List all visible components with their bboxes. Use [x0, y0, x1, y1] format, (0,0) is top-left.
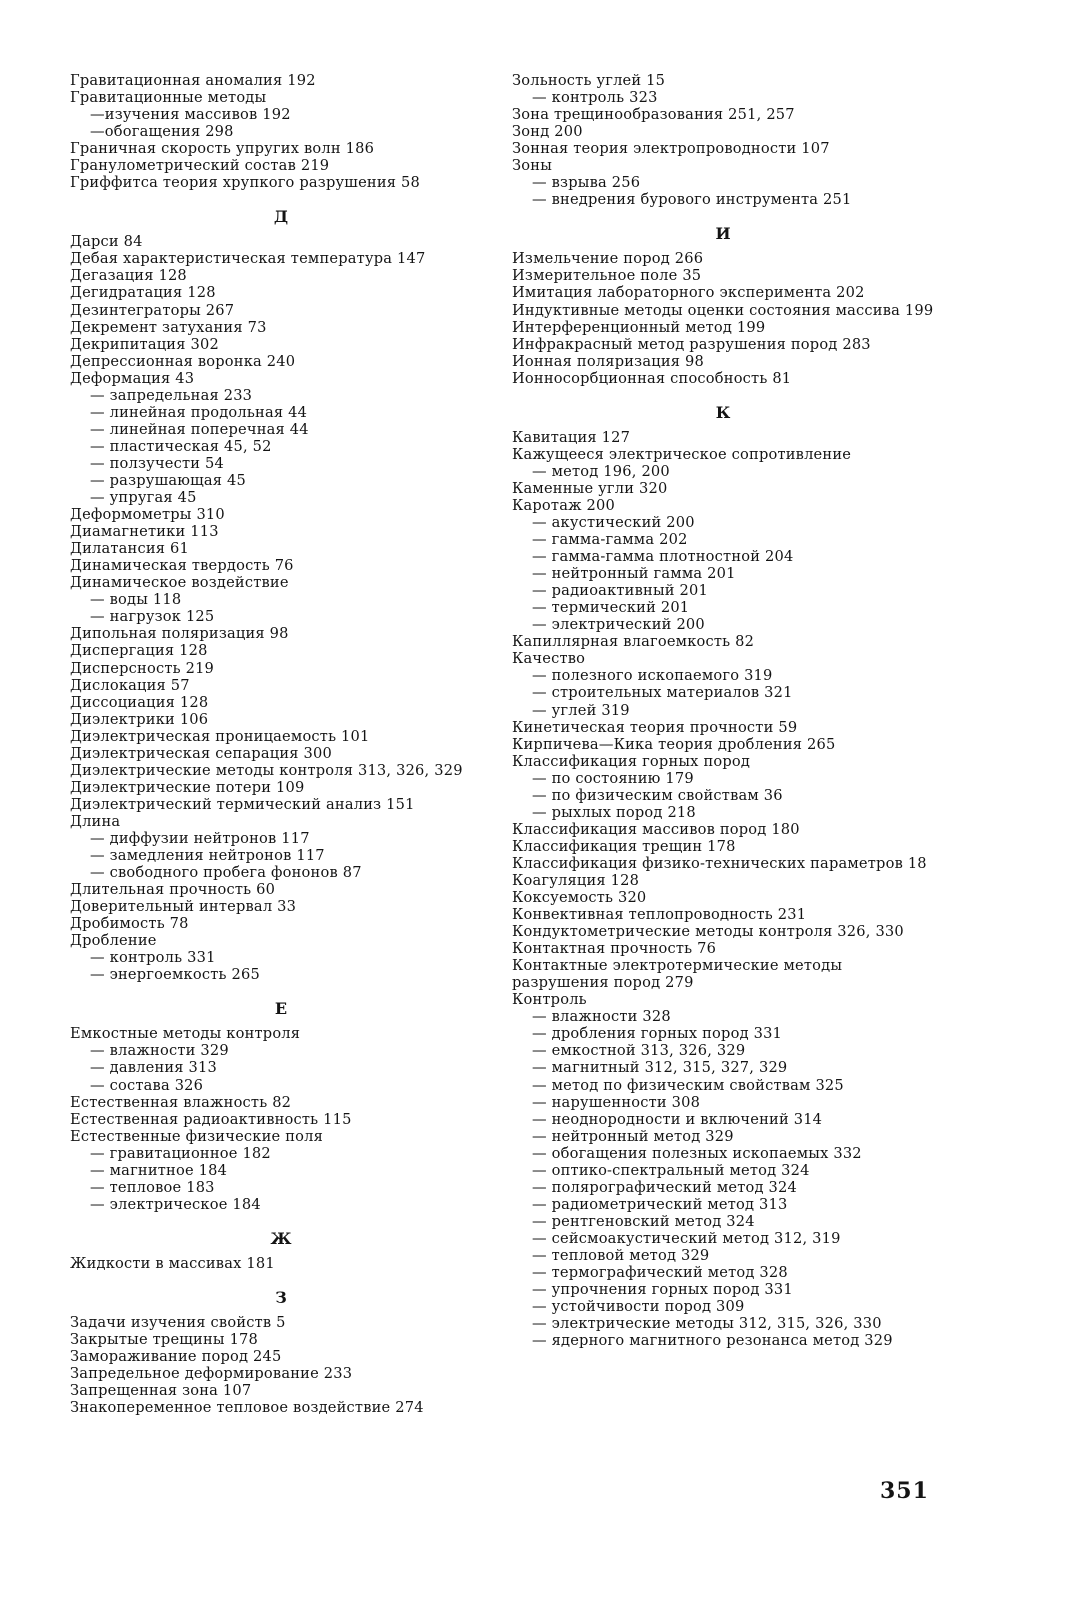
index-subentry: — пластическая 45, 52 [90, 437, 272, 455]
index-column-left [70, 72, 492, 1416]
index-entry: Измерительное поле 35 [512, 267, 702, 285]
index-entry: Ионная поляризация 98 [512, 352, 704, 370]
index-subentry: — метод 196, 200 [532, 462, 670, 480]
letter-heading: Д [273, 207, 289, 227]
index-entry: Дилатансия 61 [70, 540, 189, 558]
letter-heading: Е [274, 999, 288, 1019]
index-entry: Диэлектрическая проницаемость 101 [70, 727, 370, 745]
index-entry: Классификация массивов пород 180 [512, 820, 800, 838]
index-subentry: — влажности 328 [532, 1008, 671, 1026]
index-entry: Классификация горных пород [512, 752, 751, 770]
index-entry: Задачи изучения свойств 5 [70, 1313, 286, 1331]
index-subentry: — радиоактивный 201 [532, 582, 708, 600]
index-subentry: — тепловое 183 [90, 1178, 215, 1196]
index-entry: Динамическая твердость 76 [70, 557, 294, 575]
index-entry: Дебая характеристическая температура 147 [70, 250, 426, 268]
index-entry: Классификация физико-технических параметров 18 [512, 854, 927, 872]
letter-heading: Ж [270, 1228, 292, 1248]
index-subentry: — строительных материалов 321 [532, 684, 793, 702]
index-subentry: — влажности 329 [90, 1042, 229, 1060]
index-entry: Дегазация 128 [70, 267, 187, 285]
index-subentry: — давления 313 [90, 1059, 217, 1077]
index-subentry: — состава 326 [90, 1076, 204, 1094]
index-entry: Длительная прочность 60 [70, 881, 276, 899]
index-entry: Кирпичева—Кика теория дробления 265 [512, 735, 836, 753]
index-subentry: — оптико-спектральный метод 324 [532, 1161, 810, 1179]
index-subentry: —обогащения 298 [90, 123, 234, 141]
letter-heading: З [275, 1287, 287, 1307]
index-entry: Капиллярная влагоемкость 82 [512, 633, 755, 651]
index-entry: Контактная прочность 76 [512, 940, 717, 958]
index-entry: Измельчение пород 266 [512, 250, 704, 268]
index-subentry: — по состоянию 179 [532, 769, 694, 787]
index-entry: Деформация 43 [70, 369, 195, 387]
letter-heading: К [715, 402, 731, 422]
index-entry: Конвективная теплопроводность 231 [512, 906, 807, 924]
index-subentry: — упрочнения горных пород 331 [532, 1281, 793, 1299]
index-entry: Диссоциация 128 [70, 693, 209, 711]
index-entry: Замораживание пород 245 [70, 1348, 282, 1366]
index-entry: Имитация лабораторного эксперимента 202 [512, 284, 865, 302]
index-entry: Коагуляция 128 [512, 871, 640, 889]
index-entry: Естественная радиоактивность 115 [70, 1110, 352, 1128]
index-subentry: — тепловой метод 329 [532, 1247, 710, 1264]
index-entry: Зона трещинообразования 251, 257 [512, 106, 795, 124]
index-entry: Длина [70, 812, 121, 830]
index-entry: Граничная скорость упругих волн 186 [70, 140, 375, 158]
index-entry: Диэлектрическая сепарация 300 [70, 744, 332, 762]
index-entry: Знакопеременное тепловое воздействие 274 [70, 1399, 424, 1417]
index-entry: Запрещенная зона 107 [70, 1382, 252, 1400]
index-subentry: — термографический метод 328 [532, 1264, 788, 1282]
index-entry: Дарси 84 [70, 233, 143, 251]
index-subentry: — магнитный 312, 315, 327, 329 [532, 1059, 788, 1077]
index-entry: Классификация трещин 178 [512, 837, 736, 855]
index-subentry: — метод по физическим свойствам 325 [532, 1076, 844, 1094]
index-subentry: — взрыва 256 [532, 174, 641, 192]
index-entry: Дисперсность 219 [70, 659, 215, 677]
index-subentry: — по физическим свойствам 36 [532, 786, 783, 804]
index-entry: Декрипитация 302 [70, 335, 219, 353]
index-subentry: — сейсмоакустический метод 312, 319 [532, 1229, 841, 1247]
index-entry: Запредельное деформирование 233 [70, 1365, 353, 1383]
index-subentry: — радиометрический метод 313 [532, 1195, 788, 1213]
index-subentry: — неоднородности и включений 314 [532, 1110, 823, 1128]
index-entry: Индуктивные методы оценки состояния массива 199 [512, 301, 934, 319]
index-entry: Гравитационные методы [70, 89, 267, 107]
index-subentry: — линейная продольная 44 [90, 403, 308, 421]
index-entry: Гранулометрический состав 219 [70, 157, 330, 175]
index-subentry: — обогащения полезных ископаемых 332 [532, 1144, 862, 1162]
index-entry: Гравитационная аномалия 192 [70, 72, 316, 89]
index-subentry: — электрическое 184 [90, 1195, 261, 1213]
index-subentry: — углей 319 [532, 701, 630, 719]
index-entry: Инфракрасный метод разрушения пород 283 [512, 335, 871, 353]
index-entry: Дезинтеграторы 267 [70, 301, 235, 319]
index-entry: Дислокация 57 [70, 676, 190, 694]
index-subentry: — энергоемкость 265 [90, 966, 260, 984]
index-entry: Диэлектрики 106 [70, 710, 209, 728]
index-subentry: — электрический 200 [532, 616, 705, 634]
index-subentry: — ядерного магнитного резонанса метод 329 [532, 1332, 893, 1350]
index-entry: Дробимость 78 [70, 915, 189, 933]
index-subentry: — нейтронный метод 329 [532, 1127, 734, 1145]
index-entry: Диспергация 128 [70, 642, 208, 660]
index-subentry: — нарушенности 308 [532, 1093, 701, 1111]
index-subentry: — контроль 331 [90, 949, 216, 967]
index-entry: Диэлектрические методы контроля 313, 326, 329 [70, 761, 463, 779]
page-number: 351 [880, 1478, 929, 1504]
index-entry: Жидкости в массивах 181 [70, 1254, 275, 1272]
index-entry: Емкостные методы контроля [70, 1025, 301, 1043]
index-entry: Качество [512, 650, 586, 668]
index-subentry: — термический 201 [532, 599, 690, 617]
index-subentry: — емкостной 313, 326, 329 [532, 1042, 746, 1060]
index-entry: Зонд 200 [512, 123, 583, 141]
index-subentry: — гамма-гамма плотностной 204 [532, 548, 794, 566]
index-subentry: — разрушающая 45 [90, 471, 247, 489]
index-entry: Дегидратация 128 [70, 284, 216, 302]
index-entry: Депрессионная воронка 240 [70, 352, 296, 370]
index-entry: Каротаж 200 [512, 496, 616, 514]
index-subentry: — упругая 45 [90, 489, 197, 507]
index-subentry: — рентгеновский метод 324 [532, 1212, 755, 1230]
index-subentry: — свободного пробега фононов 87 [90, 864, 362, 882]
index-subentry: — гравитационное 182 [90, 1144, 271, 1162]
index-entry: Диамагнетики 113 [70, 523, 219, 541]
index-entry: Кавитация 127 [512, 428, 631, 446]
index-subentry: — нагрузок 125 [90, 608, 215, 626]
index-entry: Ионносорбционная способность 81 [512, 369, 792, 387]
index-subentry: — рыхлых пород 218 [532, 803, 696, 821]
index-subentry: — электрические методы 312, 315, 326, 330 [532, 1315, 882, 1333]
index-entry: Деформометры 310 [70, 506, 225, 524]
index-subentry: — диффузии нейтронов 117 [90, 829, 310, 847]
index-subentry: — акустический 200 [532, 513, 695, 531]
index-subentry: — гамма-гамма 202 [532, 531, 688, 549]
index-entry: Естественные физические поля [70, 1127, 323, 1145]
index-entry: Кондуктометрические методы контроля 326, 330 [512, 923, 904, 941]
index-subentry: — устойчивости пород 309 [532, 1298, 745, 1316]
index-column-right [512, 72, 934, 1349]
index-entry: Доверительный интервал 33 [70, 898, 297, 916]
index-subentry: — полярографический метод 324 [532, 1178, 797, 1196]
letter-heading: И [715, 224, 731, 244]
index-entry: Декремент затухания 73 [70, 318, 267, 336]
index-subentry: —изучения массивов 192 [90, 106, 291, 124]
index-entry: Диэлектрический термический анализ 151 [70, 795, 415, 813]
index-entry: Естественная влажность 82 [70, 1093, 292, 1111]
index-subentry: — дробления горных пород 331 [532, 1025, 783, 1043]
index-subentry: — линейная поперечная 44 [90, 420, 309, 438]
index-entry: Динамическое воздействие [70, 574, 289, 592]
index-subentry: — магнитное 184 [90, 1161, 228, 1179]
index-subentry: — запредельная 233 [90, 386, 253, 404]
index-entry: Кинетическая теория прочности 59 [512, 718, 798, 736]
index-entry: Каменные угли 320 [512, 479, 668, 497]
index-subentry: — нейтронный гамма 201 [532, 565, 736, 583]
index-entry: Диэлектрические потери 109 [70, 778, 305, 796]
index-subentry: — контроль 323 [532, 89, 658, 107]
index-subentry: — ползучести 54 [90, 454, 225, 472]
index-entry: Кажущееся электрическое сопротивление [512, 445, 852, 463]
index-entry: Дипольная поляризация 98 [70, 625, 289, 643]
index-entry: Коксуемость 320 [512, 889, 647, 907]
index-entry: Гриффитса теория хрупкого разрушения 58 [70, 174, 420, 192]
index-entry: Зоны [512, 157, 553, 175]
index-subentry: — полезного ископаемого 319 [532, 667, 773, 685]
index-subentry: — замедления нейтронов 117 [90, 847, 325, 865]
index-subentry: — внедрения бурового инструмента 251 [532, 191, 852, 209]
index-subentry: — воды 118 [90, 591, 182, 609]
index-entry: Закрытые трещины 178 [70, 1331, 259, 1348]
index-entry: Дробление [70, 932, 157, 950]
index-entry: Зольность углей 15 [512, 72, 666, 89]
index-entry: Зонная теория электропроводности 107 [512, 140, 830, 158]
index-entry: Контактные электротермические методы разрушения пород 279 [512, 957, 848, 992]
index-entry: Контроль [512, 991, 587, 1009]
index-entry: Интерференционный метод 199 [512, 318, 766, 336]
